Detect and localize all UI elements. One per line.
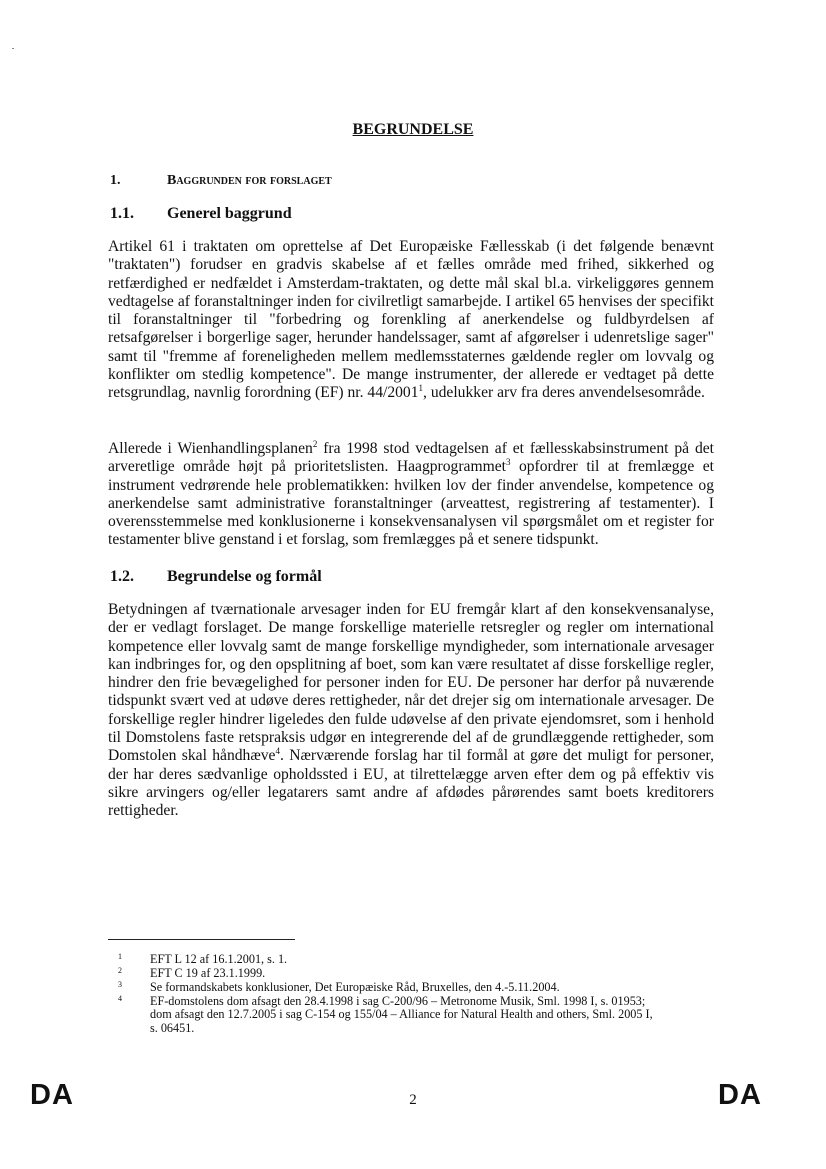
paragraph-reasons-purpose <box>108 601 714 821</box>
footnote-separator <box>108 939 295 940</box>
footnote-mark: 1 <box>118 952 122 961</box>
footnote-mark: 3 <box>118 979 122 989</box>
paragraph-text: fra 1998 stod vedtagelsen af et fællesskabsinstrument på det arveretlige område højt på prioritetslisten. Haagprogrammet <box>108 440 714 476</box>
footnote-text: EFT C 19 af 23.1.1999. <box>150 965 266 980</box>
paragraph-text: Artikel 61 i traktaten om oprettelse af Det Europæiske Fællesskab (i det følgende benævnt "traktaten") forudser en gradvis skabelse af et fælles område med frihed, sikkerhed og retfærdighed er nedfældet i Amsterdam-traktaten, og dette mål skal bl.a. virkeliggøres gennem vedtagelse af foranstaltninger inden for civilretligt samarbejde. I artikel 65 henvises der specifikt til foranstaltninger til "forbedring og forenkling af anerkendelse og fuldbyrdelsen af retsafgørelser i borgerlige sager, herunder handelssager, samt af afgørelser i udenretslige sager" samt til "fremme af foreneligheden mellem medlemsstaternes gældende regler om lovvalg og konflikter om stedlig kompetence". De mange instrumenter, der allerede er vedtaget på dette retsgrundlag, navnlig forordning (EF) nr. 44/2001 <box>108 238 714 402</box>
paragraph-text: Allerede i Wienhandlingsplanen <box>108 440 313 457</box>
footnote-mark: 4 <box>118 993 122 1003</box>
footnote-text: EF-domstolens dom afsagt den 28.4.1998 i sag C-200/96 – Metronome Musik, Sml. 1998 I, s. 01953; <box>150 993 646 1008</box>
section-title: Generel baggrund <box>167 205 292 222</box>
footnote-text: Se formandskabets konklusioner, Det Europæiske Råd, Bruxelles, den 4.-5.11.2004. <box>150 979 560 994</box>
language-code-left: DA <box>30 1079 74 1111</box>
footnote-text: dom afsagt den 12.7.2005 i sag C-154 og 155/04 – Alliance for Natural Health and others, Sml. 2005 I, <box>150 1007 653 1022</box>
footnote-text: EFT L 12 af 16.1.2001, s. 1. <box>150 952 288 966</box>
paragraph-general-background <box>108 238 714 403</box>
scan-speck <box>12 48 14 49</box>
footnote-3 <box>108 981 714 994</box>
language-code-right: DA <box>718 1079 762 1111</box>
paragraph-text: , udelukker arv fra deres anvendelsesområde. <box>423 384 705 402</box>
paragraph-text: . Nærværende forslag har til formål at gøre det muligt for personer, der har deres sædvanlige opholdssted i EU, at tilrettelægge arven efter dem og på effektiv vis sikre arvingers og/eller legatarers samt andre af afdødes pårørendes samt boets kreditorers rettigheder. <box>108 747 714 820</box>
footnote-4 <box>108 995 714 1035</box>
footnote-ref: 3 <box>505 457 511 468</box>
footnote-text: s. 06451. <box>150 1020 195 1035</box>
paragraph-text: Betydningen af tværnationale arvesager inden for EU fremgår klart af den konsekvensanalyse, der er vedlagt forslaget. De mange forskellige materielle retsregler og regler om international kompetence eller lovvalg samt de mange forskellige myndigheder, som internationale arvesager kan indbringes for, og den opsplitning af boet, som kan være resultatet af disse forskellige regler, hindrer den frie bevægelighed for personer inden for EU. De personer har derfor på nuværende tidspunkt svært ved at udøve deres rettigheder, når det drejer sig om internationale arvesager. De forskellige regler hindrer ligeledes den fulde udøvelse af den private ejendomsret, som i henhold til Domstolens faste retspraksis udgør en integrerende del af de grundlæggende rettigheder, som Domstolen skal håndhæve <box>108 601 714 765</box>
section-number: 1.2. <box>110 568 134 585</box>
footnote-ref: 1 <box>418 383 424 394</box>
footnote-2 <box>108 967 714 980</box>
section-title: Baggrunden for forslaget <box>167 173 332 188</box>
paragraph-vienna-plan <box>108 440 714 550</box>
document-title: BEGRUNDELSE <box>352 121 474 138</box>
footnote-ref: 2 <box>312 439 318 449</box>
paragraph-text: opfordrer til at fremlægge et instrument vedrørende hele problematikken: hvilken lov der finder anvendelse, kompetence og anerkendelse samt administrative foranstaltninger (arveattest, registrering af testamenter). I overensstemmelse med konklusionerne i konsekvensanalysen vil spørgsmålet om et register for testamenter blive genstand i et forslag, som fremlægges på et senere tidspunkt. <box>108 458 715 549</box>
footnote-ref: 4 <box>275 746 280 757</box>
page-number: 2 <box>409 1092 417 1108</box>
section-title: Begrundelse og formål <box>167 568 322 585</box>
footnote-1 <box>108 953 714 966</box>
section-number: 1. <box>110 173 121 188</box>
footnote-mark: 2 <box>118 965 122 975</box>
section-number: 1.1. <box>110 205 134 222</box>
footnotes <box>108 953 714 1035</box>
